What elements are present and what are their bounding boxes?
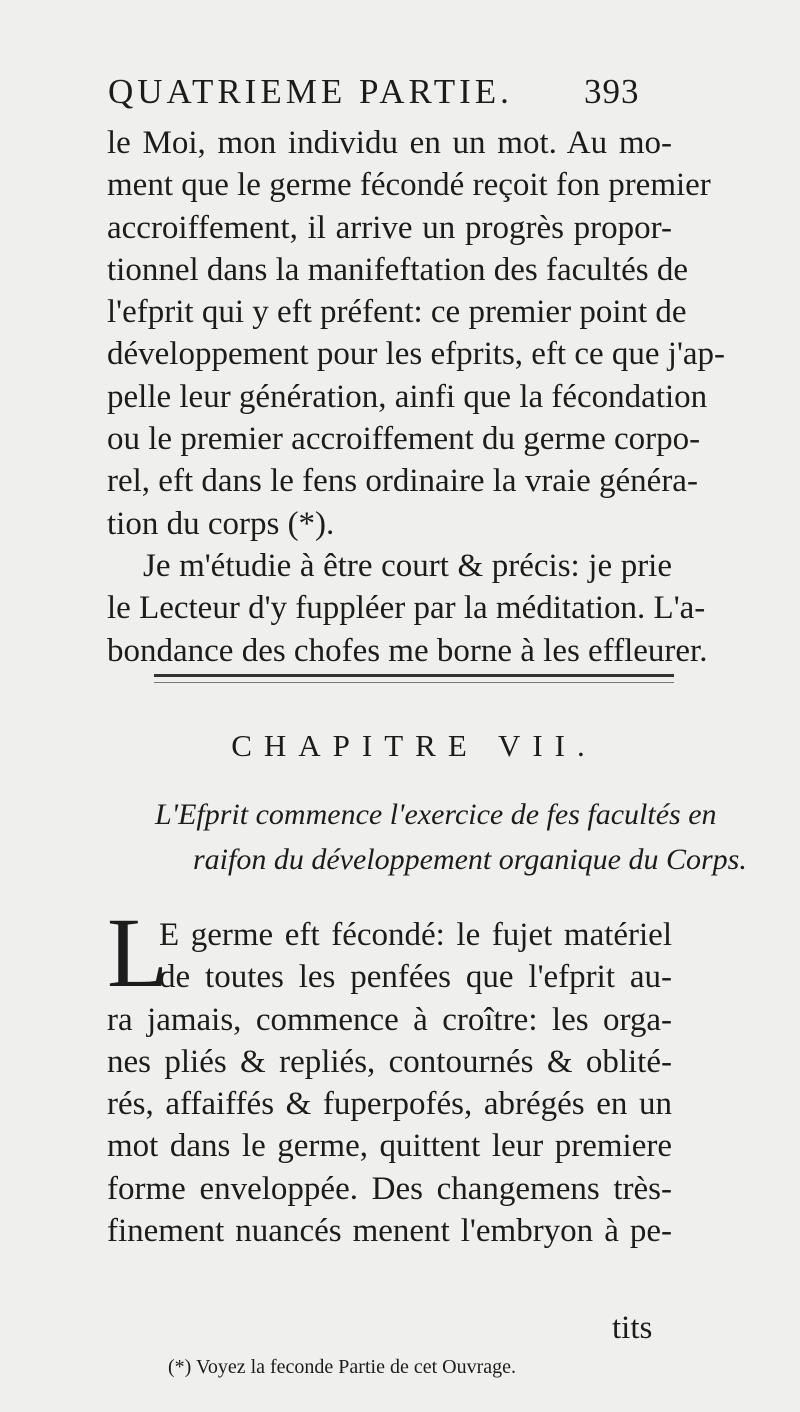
page-number: 393	[584, 72, 640, 111]
text-line: développement pour les efprits, eft ce que j'ap-	[107, 336, 726, 373]
text-line: rel, eft dans le fens ordinaire la vraie généra-	[107, 463, 698, 500]
paragraph-2	[107, 545, 708, 672]
text-line: Je m'étudie à être court & précis: je prie	[143, 548, 672, 584]
text-line: mot dans le germe, quittent leur premiere	[107, 1128, 672, 1165]
text-line: de toutes les penfées que l'efprit au-	[159, 959, 672, 996]
footnote: (*) Voyez la feconde Partie de cet Ouvrage.	[168, 1356, 516, 1378]
text-line: rés, affaiffés & fuperpofés, abrégés en un	[107, 1086, 672, 1123]
text-line: le Lecteur d'y fuppléer par la méditation. L'a-	[107, 590, 706, 627]
running-header	[108, 72, 648, 112]
text-line: tion du corps (*).	[107, 505, 335, 542]
text-line: bondance des chofes me borne à les effleurer.	[107, 632, 708, 669]
text-line: ment que le germe fécondé reçoit fon premier	[107, 167, 711, 204]
text-line: le Moi, mon individu en un mot. Au mo-	[107, 125, 672, 161]
drop-cap: L	[107, 897, 169, 1008]
text-line: pelle leur génération, ainfi que la fécondation	[107, 378, 708, 415]
subtitle-line: L'Efprit commence l'exercice de fes facultés en	[155, 798, 717, 831]
catchword: tits	[612, 1310, 653, 1346]
subtitle-line: raifon du développement organique du Corps.	[193, 843, 747, 876]
chapter-subtitle	[155, 792, 747, 882]
text-line: nes pliés & repliés, contournés & oblité-	[107, 1043, 672, 1080]
paragraph-3	[107, 914, 672, 1252]
text-line: finement nuancés menent l'embryon à pe-	[107, 1213, 672, 1250]
running-title: QUATRIEME PARTIE.	[108, 72, 513, 111]
chapter-heading: CHAPITRE VII.	[231, 728, 597, 763]
text-line: tionnel dans la manifeftation des facultés de	[107, 251, 688, 288]
text-line: E germe eft fécondé: le fujet matériel	[159, 917, 672, 953]
text-line: l'efprit qui y eft préfent: ce premier point de	[107, 294, 687, 331]
text-line: ra jamais, commence à croître: les orga-	[107, 1001, 672, 1038]
text-line: ou le premier accroiffement du germe corpo-	[107, 421, 701, 458]
chapter-divider-rule	[154, 674, 674, 683]
text-line: forme enveloppée. Des changemens très-	[107, 1170, 672, 1207]
text-line: accroiffement, il arrive un progrès propor-	[107, 209, 672, 246]
paragraph-1	[107, 122, 726, 545]
